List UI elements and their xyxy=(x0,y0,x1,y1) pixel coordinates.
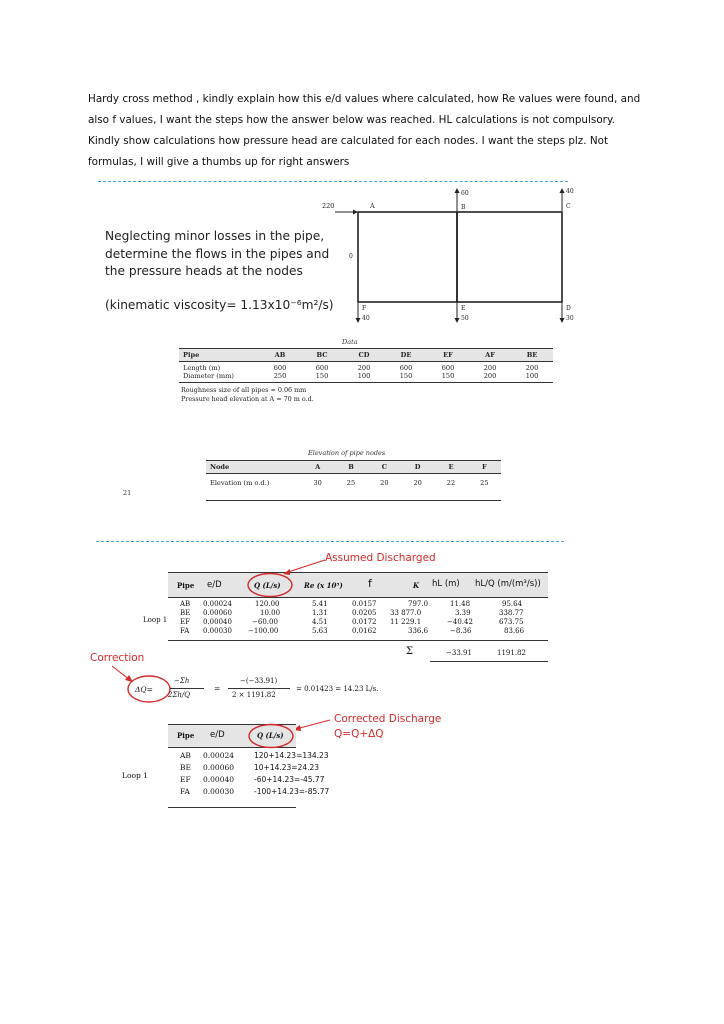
data-table-bottom-rule xyxy=(179,382,553,383)
cell-k: 11 229.1 xyxy=(390,618,422,626)
outflow-b-arrowhead xyxy=(455,188,460,193)
solution-row-ef xyxy=(168,618,548,627)
data-cell: 250 xyxy=(273,372,287,380)
solution-header-hl: hL (m) xyxy=(432,579,460,589)
cell-q: 10.00 xyxy=(260,609,281,617)
data-cell: 200 xyxy=(483,364,497,372)
page-number: 21 xyxy=(123,489,132,497)
cell-ed: 0.00060 xyxy=(203,609,232,617)
node-f-label: F xyxy=(362,305,367,312)
cell-pipe: FA xyxy=(180,787,190,796)
node-a-label: A xyxy=(370,202,375,210)
corrected-body xyxy=(168,751,348,799)
cell-q: 10+14.23=24.23 xyxy=(254,763,320,772)
elevation-header: A xyxy=(315,463,321,471)
separator-middle xyxy=(96,541,564,542)
corrected-q-circle xyxy=(246,722,296,750)
cell-q: −100.00 xyxy=(248,627,279,635)
cell-hl: 11.48 xyxy=(450,600,471,608)
corrected-label-2: Q=Q+ΔQ xyxy=(334,728,384,740)
cell-q: -60+14.23=-45.77 xyxy=(254,775,325,784)
elevation-table-caption: Elevation of pipe nodes xyxy=(308,449,386,457)
cell-ed: 0.00024 xyxy=(203,600,232,608)
solution-row-ab xyxy=(168,600,548,609)
cell-hl: −40.42 xyxy=(447,618,473,626)
assumed-discharged-label: Assumed Discharged xyxy=(325,552,436,564)
frac2-bar xyxy=(228,688,290,689)
elevation-header: C xyxy=(381,463,387,471)
outflow-d-label: 30 xyxy=(566,315,574,322)
outflow-c-arrowhead xyxy=(560,188,565,193)
data-cell: 150 xyxy=(315,372,329,380)
cell-pipe: EF xyxy=(180,618,190,626)
corrected-row-be xyxy=(168,763,348,775)
data-row-length xyxy=(179,361,553,372)
elevation-cell: 25 xyxy=(480,479,489,487)
frac1-den: 2Σh/Q xyxy=(168,691,191,699)
cell-f: 0.0172 xyxy=(352,618,377,626)
elevation-cell: 20 xyxy=(413,479,422,487)
question-text: Hardy cross method , kindly explain how this e/d values where calculated, how Re values were found, and also f values, I want the steps how the answer below was reached. HL calculations is not compulsory. Kindly show calculations how pressure head are calculated for each nodes. I want the steps plz. Not formulas, I will give a thumbs up for right answers xyxy=(88,93,641,168)
cell-re: 4.51 xyxy=(312,618,328,626)
solution-header-rule xyxy=(168,597,548,598)
cell-k: 336.6 xyxy=(408,627,429,635)
solution-body-rule xyxy=(168,640,548,641)
problem-statement: Neglecting minor losses in the pipe, determine the flows in the pipes and the pressure heads at the nodes xyxy=(105,229,330,278)
data-header: BE xyxy=(526,351,538,359)
cell-ed: 0.00024 xyxy=(203,751,235,760)
corrected-header-pipe: Pipe xyxy=(177,731,195,740)
cell-k: 797.0 xyxy=(408,600,429,608)
sigma-symbol: Σ xyxy=(406,646,414,657)
cell-pipe: AB xyxy=(180,600,191,608)
data-cell: 600 xyxy=(315,364,329,372)
delta-q-lhs: ΔQ= xyxy=(135,685,153,694)
solution-body xyxy=(168,600,548,636)
elevation-table xyxy=(206,461,501,487)
elevation-header: B xyxy=(348,463,354,471)
corrected-arrow xyxy=(290,714,334,734)
cell-f: 0.0205 xyxy=(352,609,377,617)
corrected-row-ef xyxy=(168,775,348,787)
data-header: BC xyxy=(316,351,328,359)
node-e-label: E xyxy=(461,305,466,312)
elevation-header: F xyxy=(481,463,487,471)
outflow-f-label: 40 xyxy=(362,315,370,322)
cell-q: 120+14.23=134.23 xyxy=(254,751,329,760)
loop-label: Loop 1 xyxy=(143,616,168,624)
pipe-network-diagram xyxy=(320,184,580,326)
separator-top xyxy=(98,181,568,182)
cell-hl: 3.39 xyxy=(455,609,471,617)
data-cell: 200 xyxy=(357,364,371,372)
cell-re: 5.41 xyxy=(312,600,328,608)
cell-f: 0.0157 xyxy=(352,600,377,608)
solution-header-k: K xyxy=(413,581,420,590)
elevation-cell: 20 xyxy=(380,479,389,487)
outflow-f-arrowhead xyxy=(356,318,361,323)
data-header: AB xyxy=(274,351,286,359)
solution-header-re: Re (x 10⁵) xyxy=(304,581,343,590)
outflow-e-label: 50 xyxy=(461,315,469,322)
node-d-label: D xyxy=(566,305,571,312)
pipe-loop-left xyxy=(358,212,457,302)
cell-pipe: BE xyxy=(180,609,191,617)
elevation-row xyxy=(206,473,501,487)
node-b-label: B xyxy=(461,204,466,211)
cell-hlq: 95.64 xyxy=(502,600,523,608)
zero-label: 0 xyxy=(349,253,353,260)
corrected-header-q: Q (L/s) xyxy=(257,731,284,740)
elevation-cell: 25 xyxy=(346,479,356,487)
data-header: CD xyxy=(358,351,370,359)
sum-hl: −33.91 xyxy=(446,649,472,657)
elevation-cell: Elevation (m o.d.) xyxy=(210,479,270,487)
outflow-b-label: 60 xyxy=(461,190,469,197)
roughness-note: Roughness size of all pipes = 0.06 mm xyxy=(181,386,307,394)
corrected-row-fa xyxy=(168,787,348,799)
cell-pipe: EF xyxy=(180,775,191,784)
data-header-pipe: Pipe xyxy=(183,351,200,359)
data-cell: 600 xyxy=(399,364,413,372)
corrected-row-ab xyxy=(168,751,348,763)
cell-q: 120.00 xyxy=(255,600,280,608)
elevation-cell: 30 xyxy=(313,479,322,487)
inflow-a-label: 220 xyxy=(322,202,335,210)
elevation-header: E xyxy=(448,463,454,471)
outflow-d-arrowhead xyxy=(560,318,565,323)
data-row-diameter xyxy=(179,372,553,380)
corrected-bottom-rule xyxy=(168,807,296,808)
data-cell: Length (m) xyxy=(183,364,221,372)
elevation-header-node: Node xyxy=(210,463,230,471)
cell-pipe: BE xyxy=(180,763,191,772)
cell-hlq: 83.66 xyxy=(504,627,525,635)
cell-q: -100+14.23=-85.77 xyxy=(254,787,330,796)
solution-row-be xyxy=(168,609,548,618)
data-cell: 100 xyxy=(525,372,539,380)
node-c-label: C xyxy=(566,203,571,210)
data-cell: 200 xyxy=(483,372,497,380)
cell-hlq: 338.77 xyxy=(499,609,524,617)
data-table-caption: Data xyxy=(342,338,358,346)
delta-q-result: = 0.01423 = 14.23 L/s. xyxy=(296,685,379,693)
solution-header-f: f xyxy=(368,577,372,590)
sum-hlq: 1191.82 xyxy=(497,649,526,657)
pipe-loop-right xyxy=(457,212,562,302)
assumed-arrow xyxy=(280,556,330,578)
data-header: DE xyxy=(400,351,412,359)
data-cell: Diameter (mm) xyxy=(183,372,234,380)
data-header: AF xyxy=(485,351,495,359)
cell-k: 33 877.0 xyxy=(390,609,422,617)
corrected-header-ed: e/D xyxy=(210,730,225,740)
cell-ed: 0.00060 xyxy=(203,763,235,772)
data-cell: 150 xyxy=(441,372,455,380)
data-table xyxy=(179,349,553,380)
solution-header-pipe: Pipe xyxy=(177,581,195,590)
sum-rule xyxy=(430,661,548,662)
cell-ed: 0.00040 xyxy=(203,775,235,784)
data-header: EF xyxy=(443,351,453,359)
frac2-num: −(−33.91) xyxy=(240,677,278,685)
correction-label: Correction xyxy=(90,652,145,664)
outflow-e-arrowhead xyxy=(455,318,460,323)
cell-ed: 0.00030 xyxy=(203,787,235,796)
data-cell: 600 xyxy=(273,364,287,372)
cell-hl: −8.36 xyxy=(450,627,472,635)
data-cell: 200 xyxy=(525,364,539,372)
cell-pipe: AB xyxy=(180,751,191,760)
elevation-header: D xyxy=(414,463,421,471)
data-cell: 100 xyxy=(357,372,371,380)
equals-sign: = xyxy=(214,684,221,693)
cell-ed: 0.00030 xyxy=(203,627,232,635)
frac2-den: 2 × 1191.82 xyxy=(232,691,276,699)
corrected-loop-label: Loop 1 xyxy=(122,771,148,780)
elevation-cell: 22 xyxy=(446,479,456,487)
pressure-head-note: Pressure head elevation at A = 70 m o.d. xyxy=(181,395,314,403)
frac1-num: −Σh xyxy=(174,677,190,685)
cell-hlq: 673.75 xyxy=(499,618,524,626)
outflow-c-label: 40 xyxy=(566,188,574,195)
elevation-bottom-rule xyxy=(206,500,501,501)
solution-header-q: Q (L/s) xyxy=(254,581,281,590)
cell-q: −60.00 xyxy=(252,618,278,626)
cell-re: 1.31 xyxy=(312,609,328,617)
solution-header-ed: e/D xyxy=(207,580,222,590)
corrected-label-1: Corrected Discharge xyxy=(334,713,442,725)
frac1-bar xyxy=(170,688,204,689)
data-cell: 150 xyxy=(399,372,413,380)
cell-f: 0.0162 xyxy=(352,627,377,635)
solution-header-hlq: hL/Q (m/(m³/s)) xyxy=(475,579,541,589)
cell-pipe: FA xyxy=(180,627,190,635)
data-cell: 600 xyxy=(441,364,455,372)
cell-re: 5.63 xyxy=(312,627,328,635)
solution-row-fa xyxy=(168,627,548,636)
viscosity-note: (kinematic viscosity= 1.13x10⁻⁶m²/s) xyxy=(105,298,334,312)
cell-ed: 0.00040 xyxy=(203,618,232,626)
